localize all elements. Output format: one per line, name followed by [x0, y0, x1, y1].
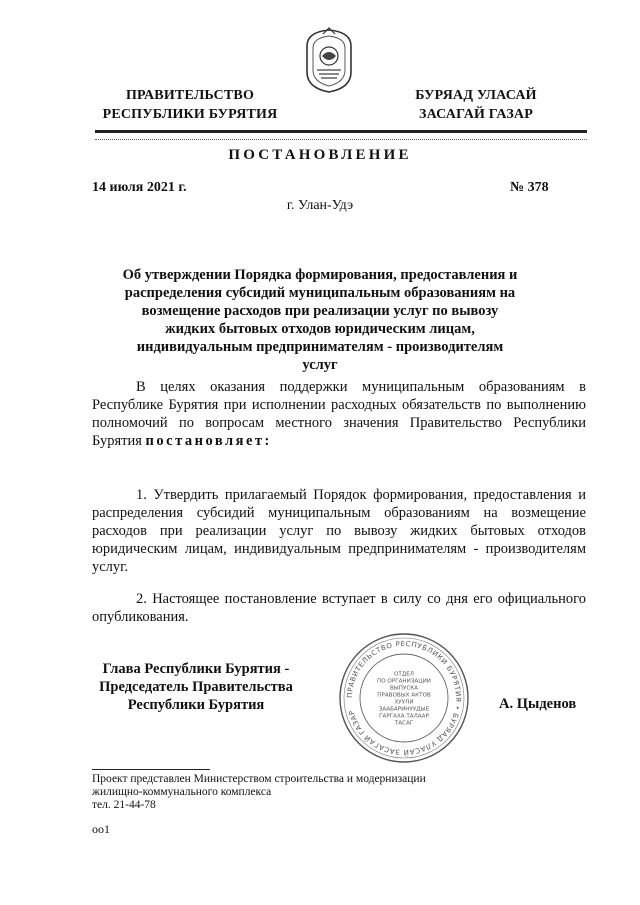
- coat-of-arms-icon: [303, 26, 355, 94]
- stamp-center-line: ПРАВОВЫХ АКТОВ: [377, 692, 431, 699]
- document-city: г. Улан-Удэ: [286, 198, 354, 213]
- stamp-center-line: ТАСАГ: [394, 720, 414, 727]
- header-right-line1: БУРЯАД УЛАСАЙ: [415, 88, 537, 103]
- stamp-center-line: ГАРГАХА ТАЛААР: [379, 713, 429, 720]
- signatory-title-line1: Глава Республики Бурятия -: [102, 661, 290, 677]
- signatory-title-line2: Председатель Правительства: [99, 679, 293, 695]
- body-paragraph-1: [92, 378, 586, 450]
- document-code: оо1: [92, 822, 110, 836]
- document-type: ПОСТАНОВЛЕНИЕ: [228, 147, 412, 163]
- stamp-center-line: ПО ОРГАНИЗАЦИИ: [377, 678, 431, 685]
- stamp-center-line: ЗААБАРИНУУДЫЕ: [378, 706, 430, 713]
- signatory-title: [92, 660, 300, 714]
- header-divider: [95, 130, 587, 133]
- stamp-center-line: ВЫПУСКА: [389, 685, 419, 692]
- stamp-center-line: ОТДЕЛ: [394, 671, 414, 678]
- header-dotted-divider: [95, 139, 587, 140]
- footnote-line2: жилищно-коммунального комплекса: [92, 786, 272, 798]
- government-name-ru: [92, 86, 288, 124]
- footnote-divider: [92, 769, 210, 770]
- document-date: 14 июля 2021 г.: [92, 180, 187, 195]
- stamp-center-line: ХУУЛИ: [394, 699, 414, 706]
- header-right-line2: ЗАСАГАЙ ГАЗАР: [418, 107, 533, 122]
- p1-emphasis: постановляет:: [145, 433, 272, 449]
- p2-text: 1. Утвердить прилагаемый Порядок формирования, предоставления и распределения субсидий муниципальным образованиям на возмещение расходов при реализации услуг по вывозу жидких бытовых отходов юридическим лицам, индивидуальным предпринимателям - производителям услуг.: [92, 487, 586, 575]
- signatory-title-line3: Республики Бурятия: [127, 697, 265, 713]
- svg-text:ПРАВИТЕЛЬСТВО РЕСПУБЛИКИ БУРЯТ: ПРАВИТЕЛЬСТВО РЕСПУБЛИКИ БУРЯТИЯ • БУРЯАД УЛАСАЙ ЗАСАГАЙ ГАЗАР: [345, 639, 463, 757]
- signatory-name: А. Цыденов: [499, 696, 577, 712]
- document-subject: Об утверждении Порядка формирования, предоставления и распределения субсидий муниципальным образованиям на возмещение расходов при реализации услуг по вывозу жидких бытовых отходов юридическим лицам, индивидуальным предпринимателям - производителям услуг: [122, 267, 518, 373]
- footnote: [92, 773, 426, 812]
- footnote-line3: тел. 21-44-78: [92, 799, 156, 811]
- footnote-line1: Проект представлен Министерством строительства и модернизации: [92, 773, 426, 785]
- document-number: № 378: [510, 180, 549, 195]
- p1-text: В целях оказания поддержки муниципальным образованиям в Республике Бурятия при исполнении расходных обязательств по выполнению полномочий по вопросам местного значения Правительство Республики Бурятия: [92, 379, 586, 449]
- government-name-bua: [386, 86, 566, 124]
- body-paragraph-3: [92, 590, 586, 626]
- official-stamp-icon: [336, 630, 472, 766]
- header-left-line2: РЕСПУБЛИКИ БУРЯТИЯ: [102, 107, 278, 122]
- p3-text: 2. Настоящее постановление вступает в силу со дня его официального опубликования.: [92, 591, 586, 625]
- body-paragraph-2: [92, 486, 586, 576]
- header-left-line1: ПРАВИТЕЛЬСТВО: [125, 88, 255, 103]
